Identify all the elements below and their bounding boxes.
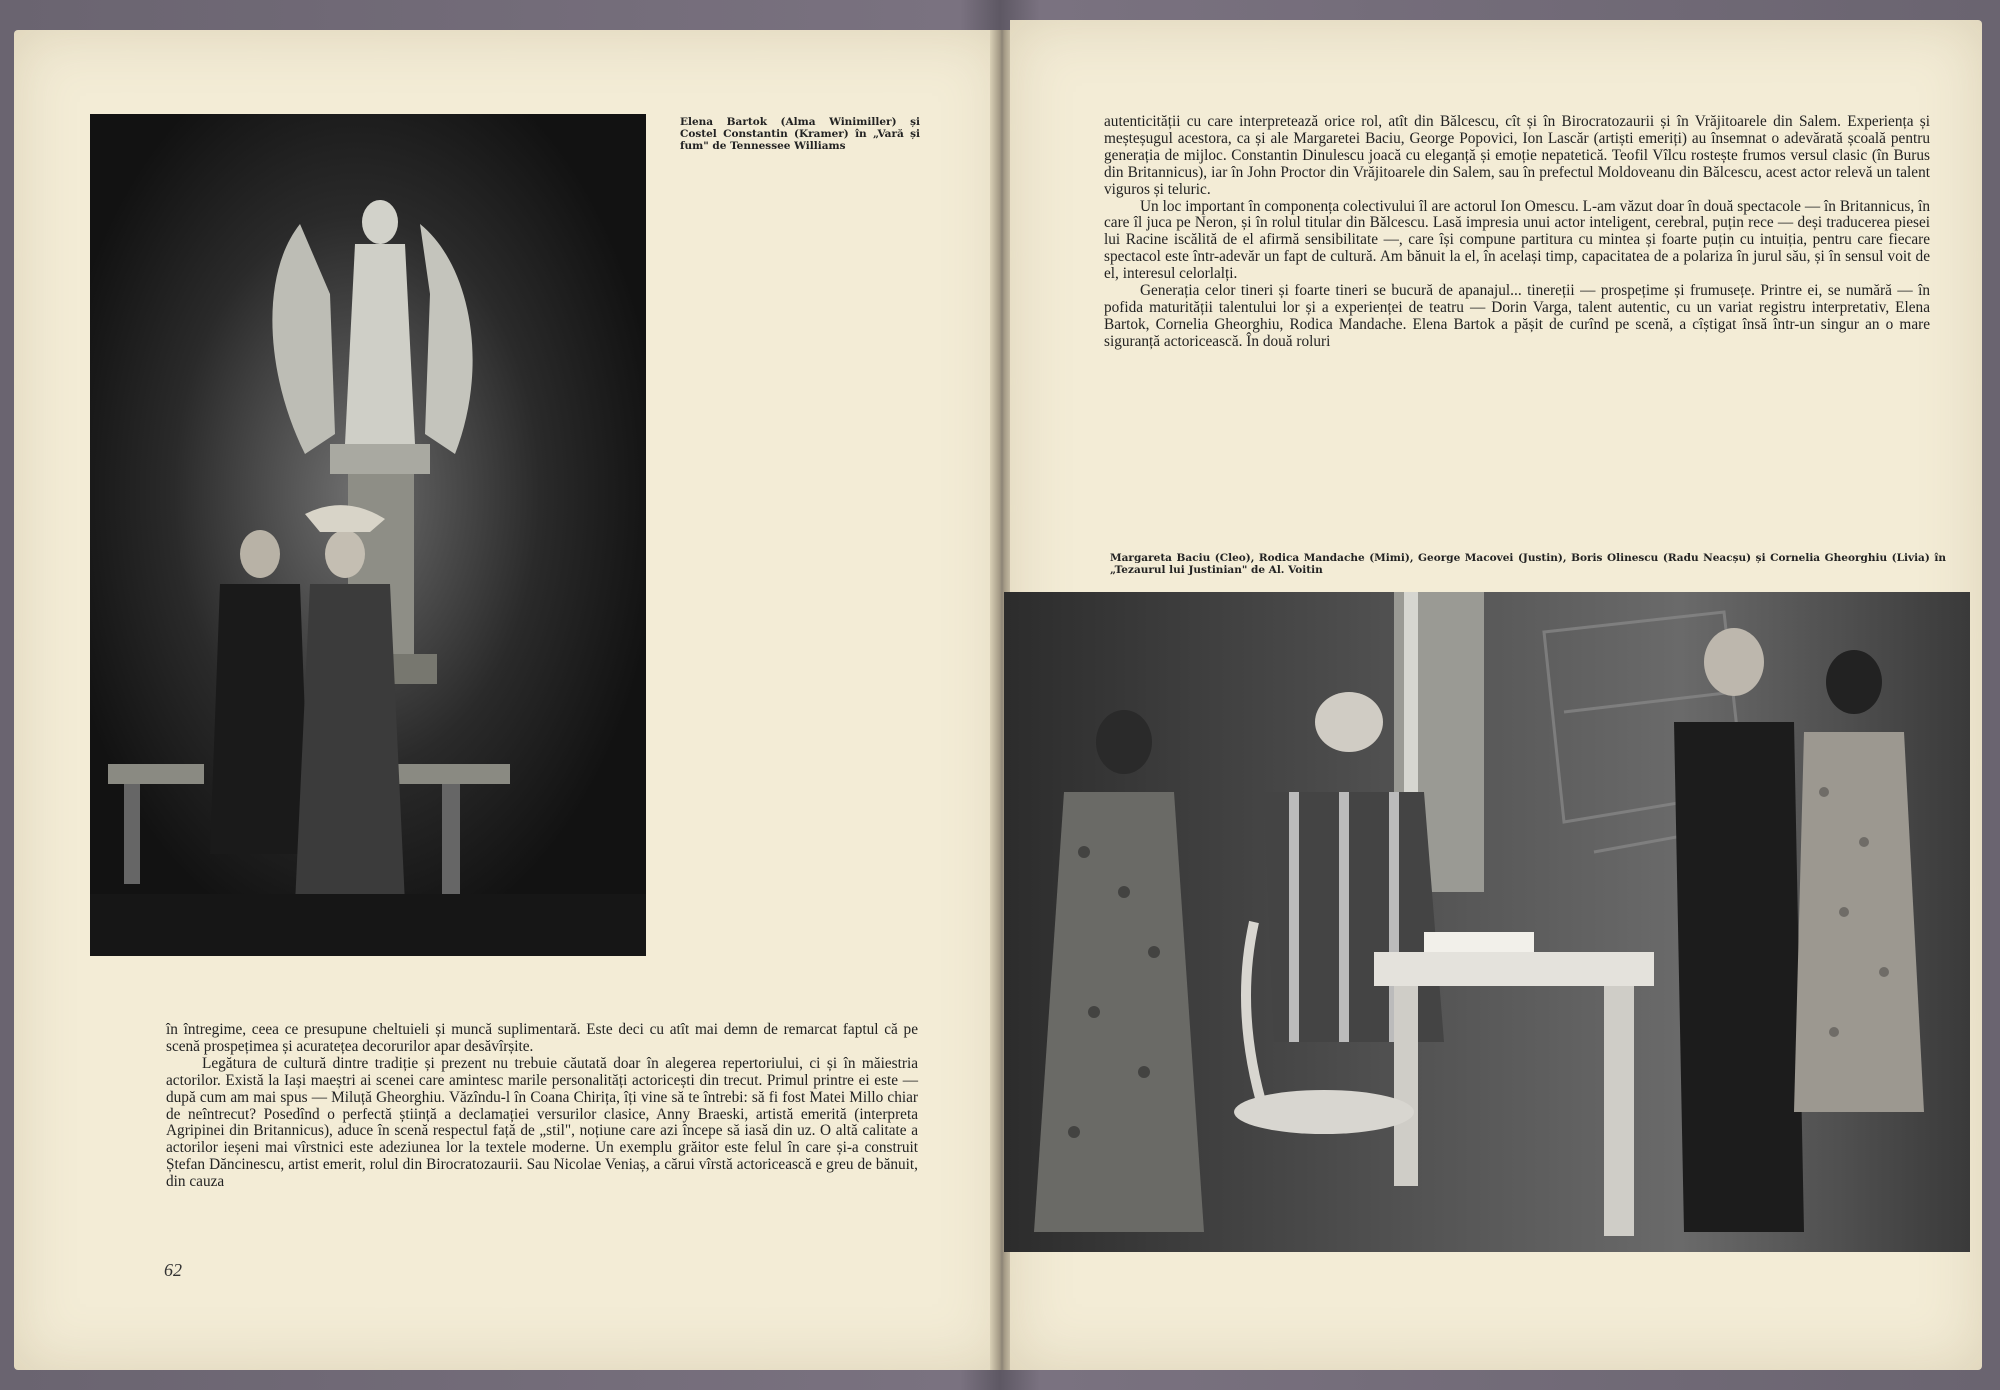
left-paragraph-2: Legătura de cultură dintre tradiție și prezent nu trebuie căutată doar în alegerea repertoriului, ci și în măiestria actorilor. Există la Iași maeștri ai scenei care amintesc marile personalități actoricești din trecut. Primul printre ei este — după cum am mai spus — Miluță Gheorghiu. Văzîndu-l în Coana Chirița, îți vine să te întrebi: să fi fost Matei Millo chiar de neîntrecut? Posedînd o perfectă știință a declamației versurilor clasice, Anny Braeski, artistă emerită (interpreta Agripinei din Britannicus), aduce în scenă respectul față de „stil", noțiune care azi începe să iasă din uz. O altă calitate a actorilor ieșeni mai vîrstnici este adeziunea lor la textele moderne. Un exemplu grăitor este felul în care și-a construit Ștefan Dăncinescu, artist emerit, rolul din Birocratozaurii. Sau Nicolae Veniaș, a cărui vîrstă actoricească e greu de bănuit, din cauza	[166, 1054, 918, 1191]
stage-photo-angel-scene	[90, 114, 646, 956]
right-page	[1010, 20, 1982, 1370]
left-photo-caption: Elena Bartok (Alma Winimiller) și Costel Constantin (Kramer) în „Vară și fum" de Tennessee Williams	[680, 116, 920, 152]
right-photo-caption: Margareta Baciu (Cleo), Rodica Mandache (Mimi), George Macovei (Justin), Boris Olinescu (Radu Neacșu) și Cornelia Gheorghiu (Livia) în „Tezaurul lui Justinian" de Al. Voitin	[1110, 552, 1946, 576]
right-paragraph-1: autenticității cu care interpretează orice rol, atît din Bălcescu, cît și în Birocratozaurii și în Vrăjitoarele din Salem. Experiența și meșteșugul acestora, ca și ale Margaretei Baciu, George Popovici, Ion Lascăr (artiști emeriți) au însemnat o adevărată școală pentru generația de mijloc. Constantin Dinulescu joacă cu eleganță și emoție nepatetică. Teofil Vîlcu rostește frumos versul clasic (în Burus din Britannicus), iar în John Proctor din Vrăjitoarele din Salem, sau în prefectul Moldoveanu din Bălcescu, acest actor relevă un talent viguros și teluric.	[1104, 113, 1930, 198]
left-paragraph-1: în întregime, ceea ce presupune cheltuieli și muncă suplimentară. Este deci cu atît mai demn de remarcat faptul că pe scenă prospețimea și acuratețea decorurilor apar desăvîrșite.	[166, 1021, 918, 1055]
page-number: 62	[164, 1260, 182, 1280]
left-body-text	[166, 1022, 918, 1191]
left-page	[14, 30, 1004, 1370]
right-body-text	[1104, 114, 1930, 351]
stage-photo-table-scene	[1004, 592, 1970, 1252]
right-paragraph-2: Un loc important în componența colectivului îl are actorul Ion Omescu. L-am văzut doar în două spectacole — în Britannicus, în care îl juca pe Neron, și în rolul titular din Bălcescu. Lasă impresia unui actor inteligent, cerebral, puțin rece — deși traducerea piesei lui Racine iscălită de el afirmă sensibilitate —, care își compune partitura cu mintea și foarte puțin cu intuiția, pentru care fiecare spectacol este într-adevăr un fapt de cultură. Am bănuit la el, în același timp, capacitatea de a polariza în jurul său, și în sensul voit de el, interesul celorlalți.	[1104, 197, 1930, 283]
right-paragraph-3: Generația celor tineri și foarte tineri se bucură de apanajul... tinereții — prospețime și frumusețe. Printre ei, se numără — în pofida maturității talentului lor și a experienței de teatru — Dorin Varga, talent autentic, cu un variat registru interpretativ, Elena Bartok, Cornelia Gheorghiu, Rodica Mandache. Elena Bartok a pășit de curînd pe scenă, a cîștigat însă într-un singur an o mare siguranță actoricească. În două roluri	[1104, 282, 1930, 350]
